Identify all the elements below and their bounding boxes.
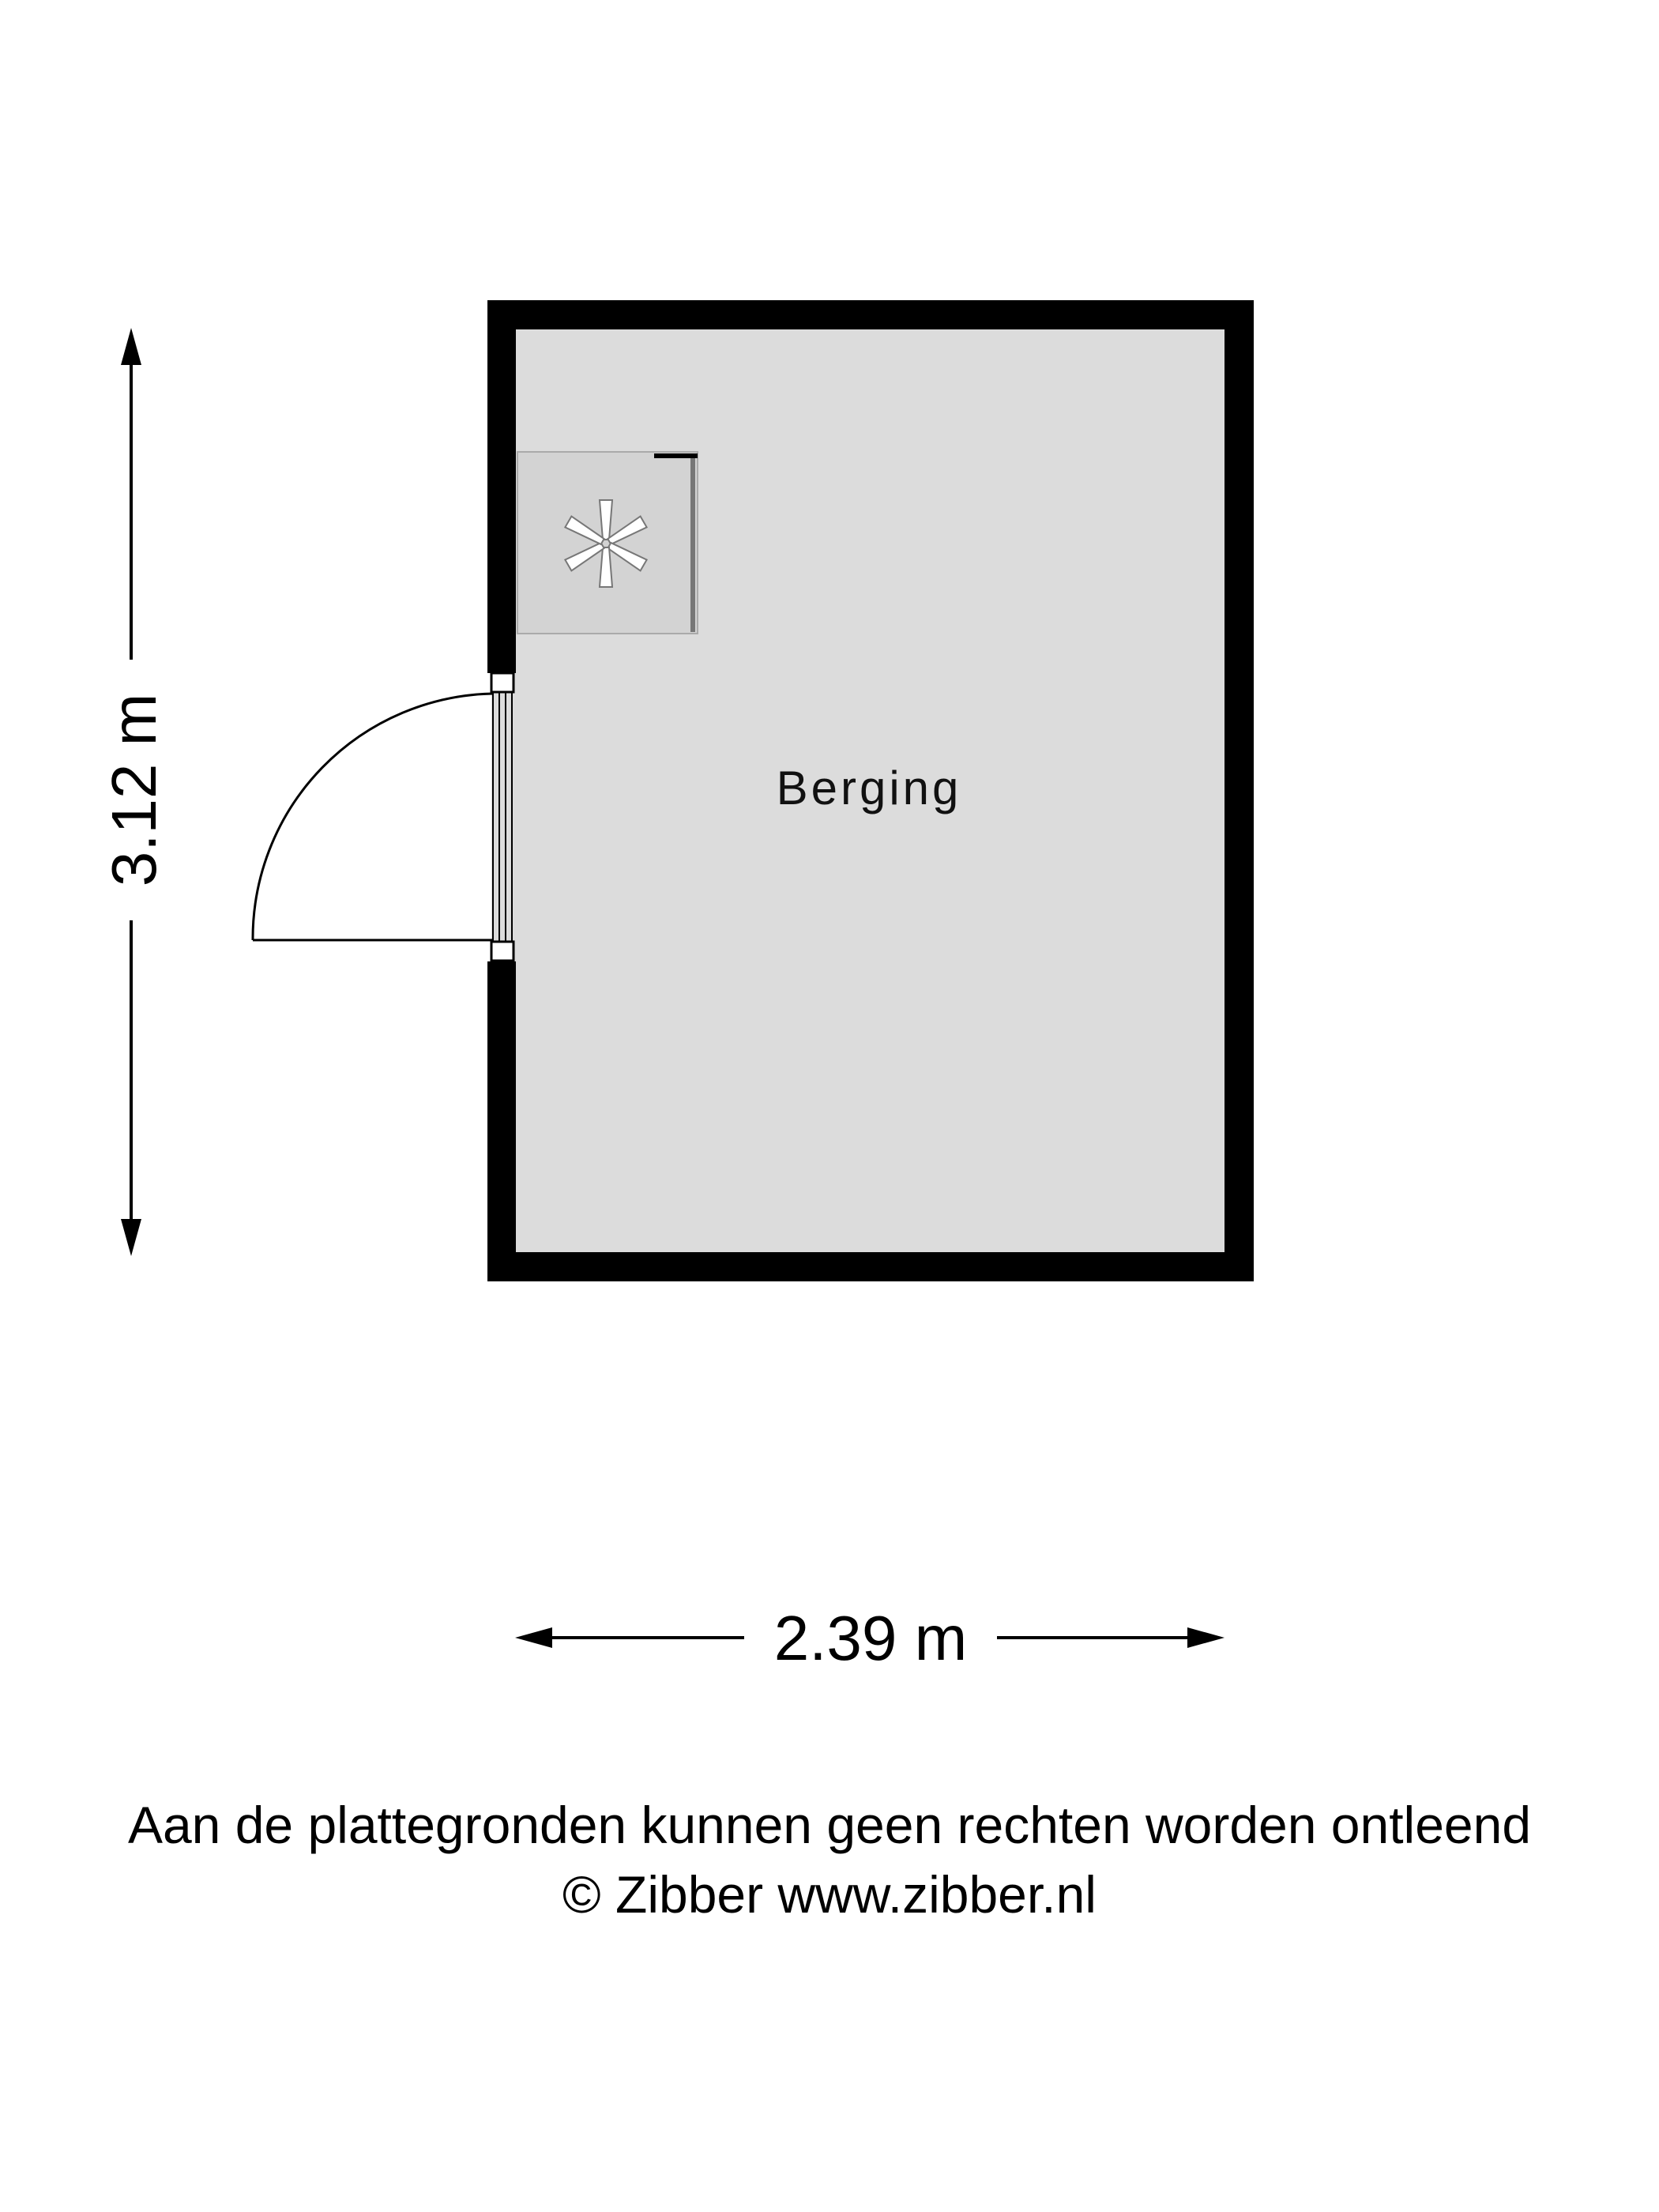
dimension-width-arrow-right — [1187, 1627, 1224, 1648]
door-jamb-top — [491, 673, 514, 692]
door — [253, 673, 514, 961]
utility-unit — [517, 452, 698, 634]
door-swing-arc — [253, 694, 493, 940]
door-opening-outside — [483, 673, 491, 961]
dimension-height-arrow-top — [121, 328, 141, 365]
door-jamb-bottom — [491, 942, 514, 961]
copyright-text: © Zibber www.zibber.nl — [562, 1865, 1097, 1924]
dimension-width-label: 2.39 m — [773, 1603, 968, 1673]
dimension-height-label: 3.12 m — [99, 693, 169, 887]
disclaimer-text: Aan de plattegronden kunnen geen rechten worden ontleend — [127, 1796, 1532, 1854]
dimension-width — [515, 1603, 1224, 1673]
room-label: Berging — [776, 762, 962, 814]
dimension-height — [99, 328, 169, 1256]
dimension-height-arrow-bottom — [121, 1219, 141, 1256]
utility-unit-box — [517, 452, 698, 634]
dimension-width-arrow-left — [515, 1627, 552, 1648]
